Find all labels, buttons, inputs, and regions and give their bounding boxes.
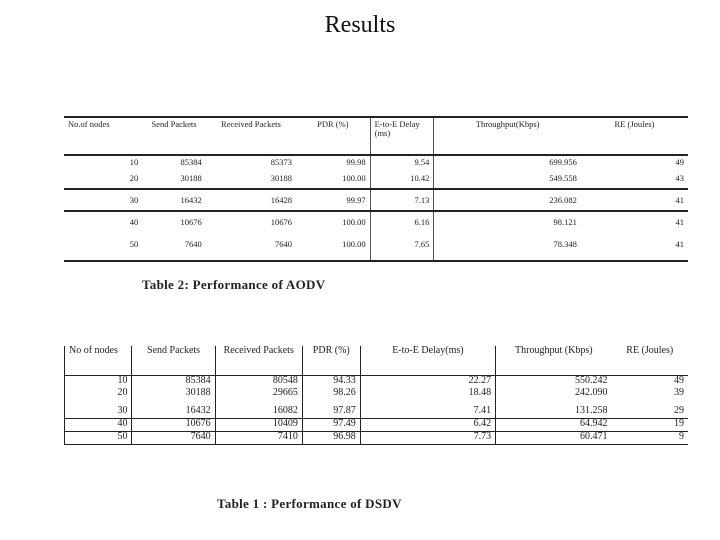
cell-received: 85373: [270, 157, 293, 167]
cell-throughput: 98.121: [434, 211, 581, 234]
cell-nodes: 10: [65, 376, 132, 389]
cell-received: 30188: [270, 173, 293, 183]
cell-send: 7640: [132, 432, 215, 445]
cell-send: 16432: [142, 189, 205, 211]
cell-delay: 7.65: [370, 234, 434, 261]
cell-re: 49: [675, 157, 684, 167]
cell-received: 29665: [215, 388, 302, 406]
cell-delay: 6.16: [370, 211, 434, 234]
cell-throughput: 236.082: [434, 189, 581, 211]
cell-nodes: 40: [64, 211, 142, 234]
table-row: [65, 419, 689, 432]
cell-pdr: 96.98: [302, 432, 360, 445]
table-row: [64, 155, 688, 172]
cell-nodes: 50: [64, 234, 142, 261]
cell-re: 39: [674, 387, 684, 398]
column-header-delay: E-to-E Delay (ms): [370, 117, 434, 155]
cell-received: 16082: [215, 406, 302, 419]
cell-delay: 6.42: [360, 419, 495, 432]
column-header-re: RE (Joules): [581, 117, 688, 155]
cell-send: 10676: [142, 211, 205, 234]
column-header-pdr: PDR (%): [302, 346, 360, 376]
cell-received: 80548: [215, 376, 302, 389]
cell-received: 16428: [206, 189, 296, 211]
table-row: [65, 406, 689, 419]
cell-re: 41: [581, 189, 688, 211]
cell-delay: 7.73: [360, 432, 495, 445]
cell-pdr: 99.98: [346, 157, 366, 167]
cell-throughput: 699.956: [434, 155, 581, 172]
cell-delay: 18.48: [360, 388, 495, 406]
cell-re: 43: [675, 173, 684, 183]
slide-title: Results: [324, 12, 396, 38]
column-header-received-packets: Received Packets: [215, 346, 302, 376]
cell-nodes: 20: [129, 173, 139, 183]
cell-re: 41: [581, 234, 688, 261]
cell-re: 41: [581, 211, 688, 234]
cell-received: 7410: [215, 432, 302, 445]
cell-send: 16432: [132, 406, 215, 419]
cell-re: 19: [612, 419, 688, 432]
cell-pdr: 97.49: [302, 419, 360, 432]
cell-throughput: 64.942: [496, 419, 612, 432]
cell-pdr: 100.00: [342, 173, 366, 183]
cell-pdr: 100.00: [296, 234, 370, 261]
aodv-table-caption: Table 2: Performance of AODV: [142, 277, 326, 292]
cell-re: 29: [674, 405, 684, 416]
cell-nodes: 10: [129, 157, 139, 167]
cell-nodes: 30: [65, 406, 132, 419]
column-header-nodes: No.of nodes: [64, 117, 142, 155]
cell-throughput: 78.348: [434, 234, 581, 261]
table-row: [65, 388, 689, 406]
cell-throughput: 242.090: [496, 388, 612, 406]
dsdv-table: [64, 346, 688, 445]
cell-pdr: 94.33: [302, 376, 360, 389]
table-row: [64, 189, 688, 211]
cell-re: 49: [674, 375, 684, 386]
cell-nodes: 50: [65, 432, 132, 445]
column-header-delay: E-to-E Delay(ms): [360, 346, 495, 376]
table-row: [64, 234, 688, 261]
column-header-throughput: Throughput(Kbps): [434, 117, 581, 155]
cell-received: 7640: [206, 234, 296, 261]
column-header-pdr: PDR (%): [296, 117, 370, 155]
cell-pdr: 97.87: [302, 406, 360, 419]
cell-send: 30188: [180, 173, 202, 183]
cell-pdr: 100.00: [296, 211, 370, 234]
cell-send: 7640: [142, 234, 205, 261]
cell-throughput: 550.242: [496, 376, 612, 389]
cell-throughput: 549.558: [434, 172, 581, 189]
cell-send: 30188: [132, 388, 215, 406]
cell-send: 85384: [180, 157, 202, 167]
cell-received: 10409: [215, 419, 302, 432]
cell-send: 85384: [132, 376, 215, 389]
column-header-throughput: Throughput (Kbps): [496, 346, 612, 376]
cell-nodes: 20: [65, 388, 132, 406]
cell-delay: 7.41: [360, 406, 495, 419]
column-header-send-packets: Send Packets: [132, 346, 215, 376]
cell-nodes: 30: [64, 189, 142, 211]
column-header-send-packets: Send Packets: [142, 117, 205, 155]
cell-throughput: 131.258: [496, 406, 612, 419]
cell-received: 10676: [206, 211, 296, 234]
table-row: [64, 172, 688, 189]
table-header-row: [64, 117, 688, 155]
cell-pdr: 98.26: [302, 388, 360, 406]
cell-throughput: 60.471: [496, 432, 612, 445]
cell-re: 9: [612, 432, 688, 445]
table-row: [64, 211, 688, 234]
table-header-row: [65, 346, 689, 376]
dsdv-table-caption: Table 1 : Performance of DSDV: [217, 496, 402, 511]
cell-delay: 22.27: [360, 376, 495, 389]
cell-nodes: 40: [65, 419, 132, 432]
cell-send: 10676: [132, 419, 215, 432]
column-header-received-packets: Received Packets: [206, 117, 296, 155]
cell-delay: 7.13: [370, 189, 434, 211]
column-header-nodes: No of nodes: [65, 346, 132, 376]
table-row: [65, 432, 689, 445]
aodv-table: [64, 116, 688, 262]
cell-delay: 9.54: [370, 155, 434, 172]
column-header-re: RE (Joules): [612, 346, 688, 376]
cell-pdr: 99.97: [296, 189, 370, 211]
cell-delay: 10.42: [370, 172, 434, 189]
